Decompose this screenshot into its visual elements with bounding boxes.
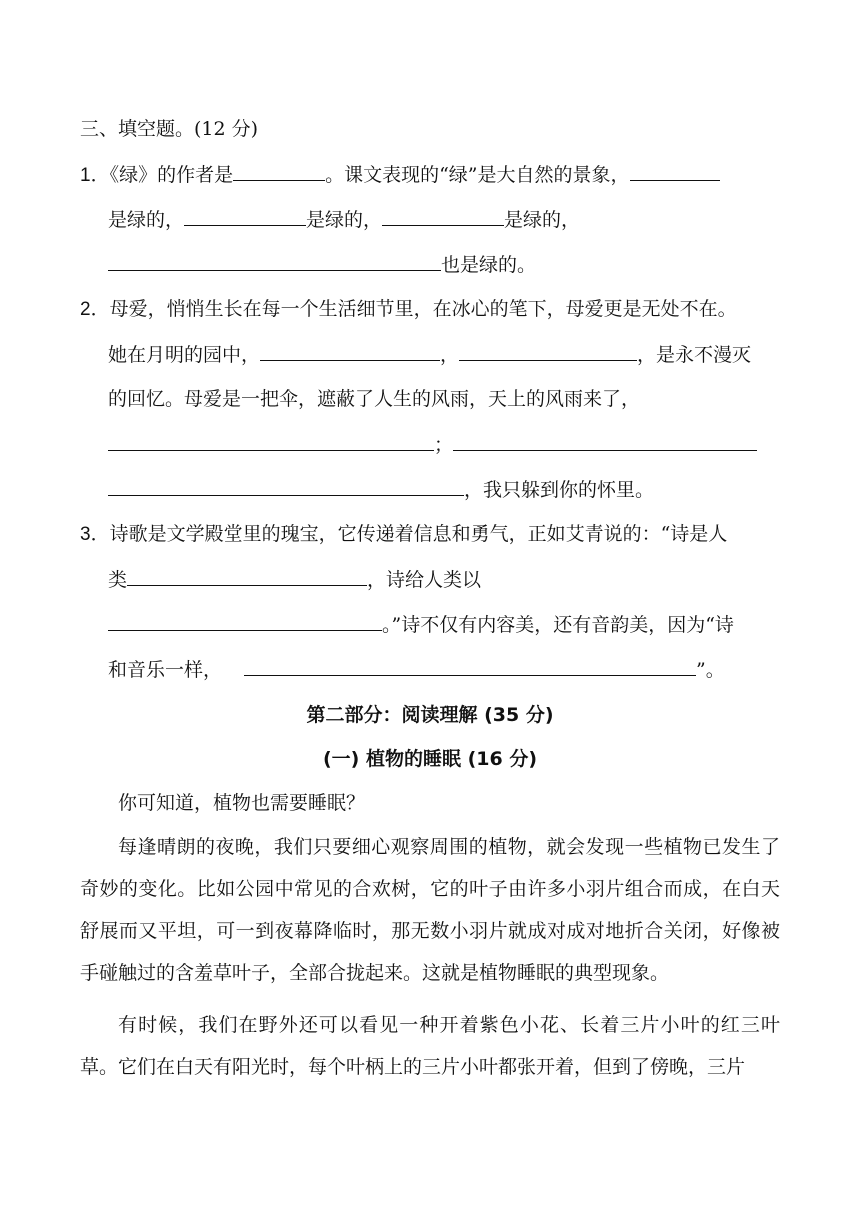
- question-number: 1．: [80, 165, 110, 186]
- question-2-line-5: [108, 477, 654, 502]
- question-text: 和音乐一样，: [108, 659, 223, 681]
- answer-blank[interactable]: [630, 162, 720, 181]
- passage-paragraph: 每逢晴朗的夜晚，我们只要细心观察周围的植物，就会发现一些植物已发生了奇妙的变化。比如公园中常见的合欢树，它的叶子由许多小羽片组合而成，在白天舒展而又平坦，可一到夜幕降临时，那无数小羽片就成对成对地折合关闭，好像被手碰触过的含羞草叶子，全部合拢起来。这就是植物睡眠的典型现象。: [80, 836, 780, 984]
- question-3-line-2: [108, 567, 481, 592]
- question-text: ；: [434, 434, 454, 456]
- answer-blank[interactable]: [459, 342, 637, 361]
- question-text: ，我只躲到你的怀里。: [464, 479, 655, 501]
- part-title: 第二部分：阅读理解 (35 分): [306, 704, 554, 726]
- question-3-line-1: [80, 522, 727, 547]
- question-3-line-3: [108, 612, 734, 637]
- question-3-line-4: [108, 657, 725, 682]
- answer-blank[interactable]: [184, 207, 306, 226]
- question-1-line-2: [108, 207, 580, 232]
- question-2-line-1: [80, 297, 737, 322]
- question-text: 《绿》的作者是: [109, 164, 234, 186]
- question-text: ，是永不漫灭: [637, 344, 752, 366]
- answer-blank[interactable]: [260, 342, 440, 361]
- question-text: ，诗给人类以: [367, 569, 482, 591]
- question-text: 是绿的，: [108, 209, 185, 231]
- question-text: 她在月明的园中，: [108, 344, 261, 366]
- question-text: ，: [440, 344, 460, 366]
- question-text: 类: [108, 569, 128, 591]
- question-number: 3．: [80, 524, 110, 545]
- question-1-line-1: [80, 162, 720, 188]
- answer-blank[interactable]: [453, 432, 757, 451]
- question-text: 是绿的，: [504, 209, 581, 231]
- answer-blank[interactable]: [108, 432, 434, 451]
- answer-blank[interactable]: [127, 567, 367, 586]
- answer-blank[interactable]: [108, 477, 464, 496]
- answer-blank[interactable]: [108, 612, 382, 631]
- question-1-line-3: [108, 252, 536, 277]
- question-text: 也是绿的。: [441, 254, 537, 276]
- question-text: 是绿的，: [306, 209, 383, 231]
- answer-blank[interactable]: [108, 252, 441, 271]
- question-text: 母爱，悄悄生长在每一个生活细节里，在冰心的笔下，母爱更是无处不在。: [109, 298, 737, 320]
- question-text: 。”诗不仅有内容美，还有音韵美，因为“诗: [382, 614, 734, 636]
- answer-blank[interactable]: [233, 162, 325, 181]
- question-2-line-4: [108, 432, 757, 457]
- passage-paragraph: 有时候，我们在野外还可以看见一种开着紫色小花、长着三片小叶的红三叶草。它们在白天有阳光时，每个叶柄上的三片小叶都张开着，但到了傍晚，三片: [80, 1014, 780, 1078]
- question-text: 。课文表现的“绿”是大自然的景象，: [325, 164, 630, 186]
- question-number: 2．: [80, 299, 110, 320]
- question-2-line-3: 的回忆。母爱是一把伞，遮蔽了人生的风雨，天上的风雨来了，: [108, 388, 641, 410]
- section-title: 三、填空题。(12 分): [80, 118, 259, 140]
- question-text: 诗歌是文学殿堂里的瑰宝，它传递着信息和勇气，正如艾青说的：“诗是人: [109, 523, 728, 545]
- passage-title: (一) 植物的睡眠 (16 分): [322, 748, 538, 770]
- question-text: ”。: [696, 659, 725, 681]
- answer-blank[interactable]: [382, 207, 504, 226]
- question-2-line-2: [108, 342, 751, 367]
- passage-paragraph: 你可知道，植物也需要睡眠？: [118, 792, 366, 814]
- answer-blank[interactable]: [244, 657, 696, 676]
